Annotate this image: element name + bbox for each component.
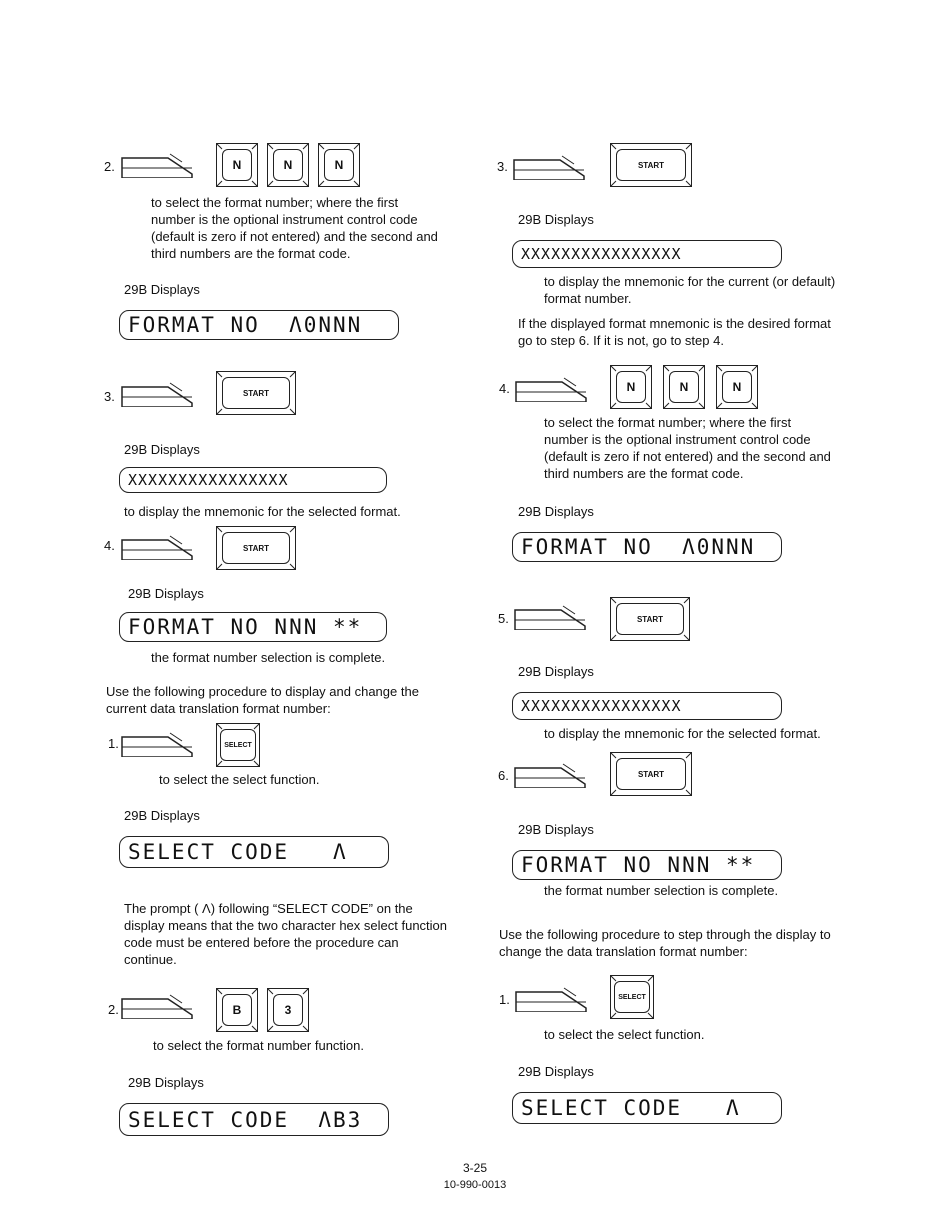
select-key[interactable]: SELECT (216, 723, 260, 767)
document-number: 10-990-0013 (443, 1179, 507, 1191)
key-n[interactable]: N (216, 143, 258, 187)
procedure-intro: Use the following procedure to display and change the current data translation format number: (106, 684, 419, 716)
lcd-display: XXXXXXXXXXXXXXXX (119, 467, 387, 493)
display-description: to display the mnemonic for the selected format. (544, 726, 821, 741)
start-key[interactable]: START (216, 371, 296, 415)
key-n[interactable]: N (318, 143, 360, 187)
step-number: 1. (108, 736, 119, 751)
start-key[interactable]: START (216, 526, 296, 570)
instruction-paragraph: If the displayed format mnemonic is the desired format go to step 6. If it is not, go to step 4. (518, 316, 831, 348)
display-description: the format number selection is complete. (544, 883, 779, 898)
display-label: 29B Displays (518, 504, 594, 519)
step-description: to select the format number; where the first number is the optional instrument control code (default is zero if not entered) and the second and third numbers are the format code. (544, 415, 831, 481)
step-description: to select the select function. (159, 772, 320, 787)
lcd-display: XXXXXXXXXXXXXXXX (512, 240, 782, 268)
display-label: 29B Displays (124, 282, 200, 297)
display-description: to display the mnemonic for the current (or default) format number. (544, 274, 836, 306)
lcd-display: FORMAT NO Λ0NNN (119, 310, 399, 340)
lcd-display: FORMAT NO Λ0NNN (512, 532, 782, 562)
display-label: 29B Displays (128, 586, 204, 601)
hand-press-icon (514, 982, 588, 1012)
lcd-display: FORMAT NO NNN ** (512, 850, 782, 880)
lcd-display: XXXXXXXXXXXXXXXX (512, 692, 782, 720)
display-label: 29B Displays (518, 664, 594, 679)
key-n[interactable]: N (716, 365, 758, 409)
display-description: the format number selection is complete. (151, 650, 386, 665)
lcd-display: SELECT CODE Λ (512, 1092, 782, 1124)
display-label: 29B Displays (124, 442, 200, 457)
display-label: 29B Displays (128, 1075, 204, 1090)
step-number: 4. (104, 538, 115, 553)
page-number: 3-25 (462, 1161, 488, 1175)
hand-press-icon (512, 150, 586, 180)
hand-press-icon (120, 727, 194, 757)
step-number: 1. (499, 992, 510, 1007)
hand-press-icon (120, 989, 194, 1019)
start-key[interactable]: START (610, 752, 692, 796)
hand-press-icon (120, 530, 194, 560)
display-label: 29B Displays (518, 212, 594, 227)
step-number: 4. (499, 381, 510, 396)
hand-press-icon (514, 372, 588, 402)
start-key[interactable]: START (610, 143, 692, 187)
start-key[interactable]: START (610, 597, 690, 641)
step-number: 2. (108, 1002, 119, 1017)
display-label: 29B Displays (518, 822, 594, 837)
prompt-explanation: The prompt ( Λ) following “SELECT CODE” on the display means that the two character hex select function code must be entered before the procedure can continue. (124, 901, 448, 967)
display-description: to display the mnemonic for the selected format. (124, 504, 401, 519)
key-n[interactable]: N (663, 365, 705, 409)
lcd-display: SELECT CODE Λ (119, 836, 389, 868)
step-description: to select the format number; where the first number is the optional instrument control code (default is zero if not entered) and the second and third numbers are the format code. (151, 195, 438, 261)
step-number: 5. (498, 611, 509, 626)
step-description: to select the format number function. (153, 1038, 364, 1053)
hand-press-icon (513, 758, 587, 788)
step-number: 3. (497, 159, 508, 174)
key-b[interactable]: B (216, 988, 258, 1032)
key-n[interactable]: N (610, 365, 652, 409)
key-n[interactable]: N (267, 143, 309, 187)
select-key[interactable]: SELECT (610, 975, 654, 1019)
step-description: to select the select function. (544, 1027, 705, 1042)
step-number: 2. (104, 159, 115, 174)
lcd-display: FORMAT NO NNN ** (119, 612, 387, 642)
step-number: 6. (498, 768, 509, 783)
display-label: 29B Displays (518, 1064, 594, 1079)
hand-press-icon (513, 600, 587, 630)
procedure-intro: Use the following procedure to step through the display to change the data translation format number: (499, 927, 831, 959)
hand-press-icon (120, 148, 194, 178)
key-3[interactable]: 3 (267, 988, 309, 1032)
hand-press-icon (120, 377, 194, 407)
step-number: 3. (104, 389, 115, 404)
display-label: 29B Displays (124, 808, 200, 823)
lcd-display: SELECT CODE ΛB3 (119, 1103, 389, 1136)
